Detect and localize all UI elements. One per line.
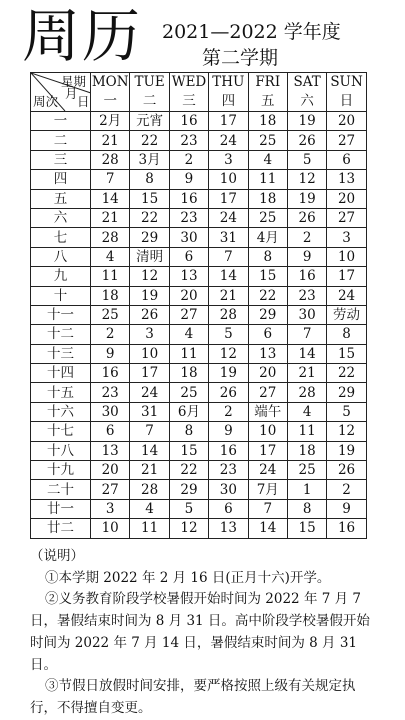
week-number-cell: 十四 <box>31 364 91 383</box>
week-number-cell: 十六 <box>31 402 91 421</box>
day-cell: 24 <box>209 208 248 227</box>
day-header-tue <box>130 73 169 112</box>
day-cell: 28 <box>91 228 130 247</box>
day-header-sat <box>287 73 326 112</box>
day-cell: 15 <box>169 441 208 460</box>
day-cell: 22 <box>169 461 208 480</box>
day-cell: 13 <box>169 267 208 286</box>
day-header-cn: 一 <box>103 93 117 109</box>
table-row <box>31 402 367 421</box>
day-cell: 4 <box>169 325 208 344</box>
day-cell: 22 <box>130 131 169 150</box>
table-row <box>31 441 367 460</box>
day-cell: 19 <box>209 364 248 383</box>
day-cell: 10 <box>327 247 366 266</box>
day-cell: 28 <box>91 150 130 169</box>
table-row <box>31 422 367 441</box>
day-cell: 6 <box>169 247 208 266</box>
day-cell: 28 <box>287 383 326 402</box>
day-cell: 9 <box>327 499 366 518</box>
week-number-cell: 十五 <box>31 383 91 402</box>
table-row <box>31 480 367 499</box>
day-cell: 8 <box>169 422 208 441</box>
day-cell: 3 <box>209 150 248 169</box>
day-cell: 11 <box>248 170 287 189</box>
day-cell: 6 <box>248 325 287 344</box>
day-header-cn: 四 <box>221 93 236 109</box>
day-cell: 17 <box>209 112 248 131</box>
day-cell: 24 <box>130 383 169 402</box>
day-cell: 6 <box>209 499 248 518</box>
day-cell: 26 <box>287 131 326 150</box>
school-year: 2021—2022 学年度 <box>162 21 341 43</box>
day-cell: 16 <box>169 189 208 208</box>
table-row <box>31 519 367 538</box>
day-cell: 16 <box>287 267 326 286</box>
table-row <box>31 383 367 402</box>
table-row <box>31 344 367 363</box>
day-header-en: SAT <box>293 74 321 90</box>
day-cell: 9 <box>91 344 130 363</box>
day-cell: 7 <box>130 422 169 441</box>
day-cell: 16 <box>169 112 208 131</box>
day-cell: 31 <box>209 228 248 247</box>
day-cell: 21 <box>287 364 326 383</box>
day-cell: 14 <box>209 267 248 286</box>
corner-cell <box>31 73 91 112</box>
day-cell: 4 <box>287 402 326 421</box>
day-cell: 8 <box>327 325 366 344</box>
week-number-cell: 九 <box>31 267 91 286</box>
day-header-cn: 二 <box>142 93 157 109</box>
day-cell: 2 <box>287 228 326 247</box>
day-cell: 11 <box>91 267 130 286</box>
day-cell: 21 <box>91 208 130 227</box>
day-cell: 24 <box>209 131 248 150</box>
day-cell: 18 <box>248 189 287 208</box>
day-cell: 15 <box>130 189 169 208</box>
day-cell: 7 <box>91 170 130 189</box>
day-cell: 6月 <box>169 402 208 421</box>
day-cell: 13 <box>91 441 130 460</box>
table-row <box>31 170 367 189</box>
day-cell: 21 <box>91 131 130 150</box>
day-cell: 27 <box>248 383 287 402</box>
day-cell: 27 <box>169 305 208 324</box>
day-header-mon <box>91 73 130 112</box>
day-header-en: TUE <box>134 74 165 90</box>
day-cell: 3 <box>327 228 366 247</box>
day-cell: 10 <box>91 519 130 538</box>
day-cell: 5 <box>327 402 366 421</box>
week-number-cell: 三 <box>31 150 91 169</box>
day-cell: 10 <box>130 344 169 363</box>
day-cell: 25 <box>91 305 130 324</box>
day-cell: 7 <box>248 499 287 518</box>
day-cell: 20 <box>91 461 130 480</box>
day-cell: 9 <box>209 422 248 441</box>
day-cell: 2月 <box>91 112 130 131</box>
day-cell: 27 <box>327 208 366 227</box>
day-cell: 5 <box>287 150 326 169</box>
day-cell: 23 <box>287 286 326 305</box>
day-cell: 24 <box>327 286 366 305</box>
day-cell: 30 <box>169 228 208 247</box>
day-cell: 6 <box>91 422 130 441</box>
day-cell: 4 <box>91 247 130 266</box>
day-cell: 26 <box>327 461 366 480</box>
day-cell: 15 <box>248 267 287 286</box>
day-cell: 5 <box>209 325 248 344</box>
week-number-cell: 十八 <box>31 441 91 460</box>
day-cell: 17 <box>209 189 248 208</box>
day-cell: 9 <box>287 247 326 266</box>
day-header-cn: 五 <box>261 93 275 109</box>
week-number-cell: 十七 <box>31 422 91 441</box>
week-number-cell: 四 <box>31 170 91 189</box>
day-cell: 18 <box>248 112 287 131</box>
day-cell: 8 <box>287 499 326 518</box>
day-cell: 13 <box>248 344 287 363</box>
day-header-cn: 三 <box>182 93 196 109</box>
day-cell: 4 <box>248 150 287 169</box>
day-cell: 30 <box>209 480 248 499</box>
day-header-cn: 日 <box>339 93 354 109</box>
day-cell: 25 <box>287 461 326 480</box>
day-cell: 18 <box>91 286 130 305</box>
table-row <box>31 364 367 383</box>
day-cell: 23 <box>209 461 248 480</box>
day-header-cn: 六 <box>300 93 314 109</box>
calendar-header <box>0 0 405 72</box>
day-cell: 1 <box>287 480 326 499</box>
day-cell: 16 <box>91 364 130 383</box>
day-cell: 19 <box>287 112 326 131</box>
day-cell: 2 <box>91 325 130 344</box>
day-cell: 13 <box>327 170 366 189</box>
day-cell: 29 <box>130 228 169 247</box>
day-cell: 17 <box>248 441 287 460</box>
week-number-cell: 二 <box>31 131 91 150</box>
day-cell: 18 <box>287 441 326 460</box>
week-number-cell: 廿二 <box>31 519 91 538</box>
day-cell: 11 <box>169 344 208 363</box>
day-cell: 20 <box>327 112 366 131</box>
day-cell: 14 <box>248 519 287 538</box>
table-row <box>31 189 367 208</box>
note-item-1: ①本学期 2022 年 2 月 16 日(正月十六)开学。 <box>45 569 331 586</box>
table-row <box>31 131 367 150</box>
table-row <box>31 499 367 518</box>
day-cell: 27 <box>327 131 366 150</box>
day-cell: 7月 <box>248 480 287 499</box>
day-cell: 14 <box>91 189 130 208</box>
table-row <box>31 208 367 227</box>
week-number-cell: 十一 <box>31 305 91 324</box>
day-cell: 25 <box>248 208 287 227</box>
day-cell: 19 <box>327 441 366 460</box>
day-cell: 12 <box>287 170 326 189</box>
day-cell: 25 <box>248 131 287 150</box>
day-header-sun <box>327 73 366 112</box>
day-cell: 20 <box>248 364 287 383</box>
week-calendar-table <box>30 72 367 539</box>
term-label: 第二学期 <box>202 47 279 69</box>
week-number-cell: 十 <box>31 286 91 305</box>
day-cell: 3月 <box>130 150 169 169</box>
table-row <box>31 267 367 286</box>
day-cell: 12 <box>130 267 169 286</box>
week-number-cell: 廿一 <box>31 499 91 518</box>
day-header-en: THU <box>212 74 245 90</box>
day-cell: 5 <box>169 499 208 518</box>
day-cell: 2 <box>169 150 208 169</box>
page-title: 周历 <box>22 2 143 70</box>
day-cell: 26 <box>287 208 326 227</box>
day-cell: 21 <box>130 461 169 480</box>
day-cell: 14 <box>130 441 169 460</box>
week-number-cell: 十九 <box>31 461 91 480</box>
day-cell: 3 <box>91 499 130 518</box>
day-cell: 21 <box>209 286 248 305</box>
day-cell: 元宵 <box>130 112 169 131</box>
day-cell: 14 <box>287 344 326 363</box>
week-number-cell: 七 <box>31 228 91 247</box>
day-cell: 4月 <box>248 228 287 247</box>
week-number-cell: 八 <box>31 247 91 266</box>
day-cell: 19 <box>287 189 326 208</box>
day-cell: 11 <box>287 422 326 441</box>
day-cell: 2 <box>209 402 248 421</box>
day-header-thu <box>209 73 248 112</box>
day-cell: 7 <box>287 325 326 344</box>
week-number-cell: 十二 <box>31 325 91 344</box>
week-number-cell: 六 <box>31 208 91 227</box>
day-cell: 16 <box>327 519 366 538</box>
day-cell: 29 <box>169 480 208 499</box>
day-cell: 23 <box>169 131 208 150</box>
week-number-cell: 一 <box>31 112 91 131</box>
day-cell: 劳动 <box>327 305 366 324</box>
table-row <box>31 325 367 344</box>
day-header-wed <box>169 73 208 112</box>
day-header-en: FRI <box>255 74 281 90</box>
corner-weekday-label: 星期 <box>61 74 87 89</box>
table-row <box>31 286 367 305</box>
day-cell: 26 <box>130 305 169 324</box>
day-cell: 17 <box>327 267 366 286</box>
notes-heading: （说明） <box>30 548 84 564</box>
corner-month-label: 月 <box>65 86 78 101</box>
day-cell: 端午 <box>248 402 287 421</box>
corner-week-label: 周次 <box>33 94 59 109</box>
day-cell: 清明 <box>130 247 169 266</box>
notes-section <box>30 546 380 720</box>
day-cell: 22 <box>130 208 169 227</box>
week-number-cell: 五 <box>31 189 91 208</box>
day-cell: 26 <box>209 383 248 402</box>
day-cell: 11 <box>130 519 169 538</box>
table-row <box>31 305 367 324</box>
day-cell: 20 <box>327 189 366 208</box>
day-cell: 30 <box>91 402 130 421</box>
table-header-row <box>31 73 367 112</box>
day-cell: 9 <box>169 170 208 189</box>
day-header-en: SUN <box>330 74 363 90</box>
day-cell: 2 <box>327 480 366 499</box>
day-cell: 28 <box>209 305 248 324</box>
table-row <box>31 112 367 131</box>
day-header-fri <box>248 73 287 112</box>
day-cell: 12 <box>327 422 366 441</box>
day-cell: 22 <box>248 286 287 305</box>
table-row <box>31 461 367 480</box>
corner-day-label: 日 <box>77 94 90 109</box>
day-cell: 31 <box>130 402 169 421</box>
day-cell: 13 <box>209 519 248 538</box>
day-cell: 22 <box>327 364 366 383</box>
day-cell: 4 <box>130 499 169 518</box>
day-cell: 15 <box>287 519 326 538</box>
day-cell: 3 <box>130 325 169 344</box>
day-cell: 24 <box>248 461 287 480</box>
day-cell: 23 <box>169 208 208 227</box>
day-cell: 28 <box>130 480 169 499</box>
day-cell: 18 <box>169 364 208 383</box>
day-cell: 29 <box>248 305 287 324</box>
day-cell: 17 <box>130 364 169 383</box>
day-cell: 8 <box>130 170 169 189</box>
table-row <box>31 150 367 169</box>
table-row <box>31 247 367 266</box>
day-cell: 10 <box>209 170 248 189</box>
day-cell: 19 <box>130 286 169 305</box>
day-cell: 12 <box>169 519 208 538</box>
day-cell: 29 <box>327 383 366 402</box>
week-number-cell: 十三 <box>31 344 91 363</box>
day-cell: 8 <box>248 247 287 266</box>
week-number-cell: 二十 <box>31 480 91 499</box>
day-cell: 12 <box>209 344 248 363</box>
note-item-2: ②义务教育阶段学校暑假开始时间为 2022 年 7 月 7 日，暑假结束时间为 8 月 31 日。高中阶段学校暑假开始时间为 2022 年 7 月 14 日，暑假结束时间为 8 月 31 日。 <box>30 591 370 673</box>
day-cell: 7 <box>209 247 248 266</box>
table-row <box>31 228 367 247</box>
day-cell: 27 <box>91 480 130 499</box>
day-cell: 15 <box>327 344 366 363</box>
day-cell: 20 <box>169 286 208 305</box>
day-cell: 10 <box>248 422 287 441</box>
day-cell: 16 <box>209 441 248 460</box>
day-cell: 25 <box>169 383 208 402</box>
day-cell: 6 <box>327 150 366 169</box>
day-cell: 30 <box>287 305 326 324</box>
day-header-en: WED <box>171 74 207 90</box>
day-header-en: MON <box>91 74 129 90</box>
note-item-3: ③节假日放假时间安排，要严格按照上级有关规定执行，不得擅自变更。 <box>30 678 356 716</box>
day-cell: 23 <box>91 383 130 402</box>
